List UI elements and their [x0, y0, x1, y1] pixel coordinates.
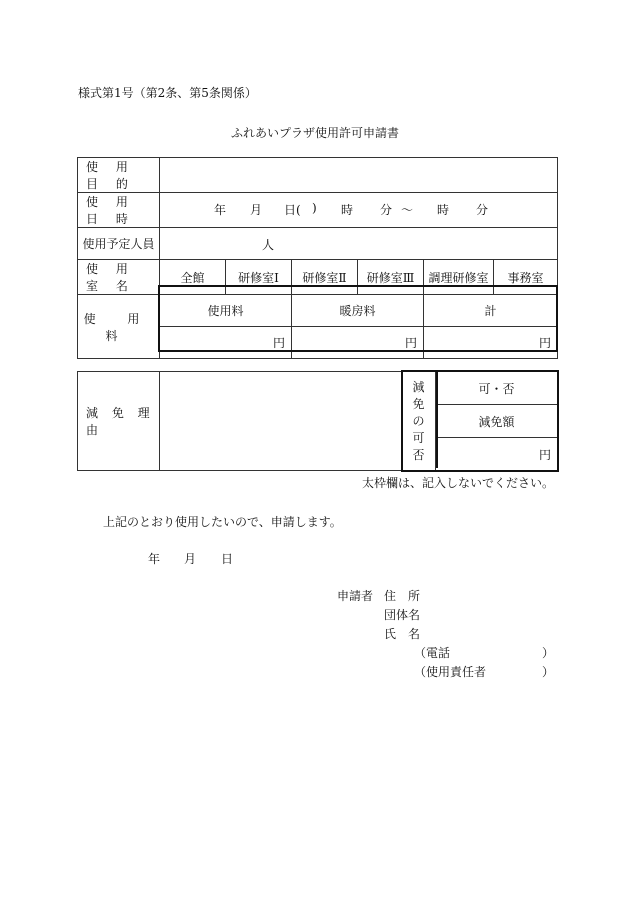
datetime-year: 年: [214, 203, 227, 217]
approval-label-vertical: [402, 379, 435, 464]
fee-heating-field[interactable]: 円: [292, 327, 424, 359]
fee-header-row: [78, 295, 558, 327]
applicant-address-label: 住 所: [384, 589, 421, 603]
room-option-training-3[interactable]: 研修室Ⅲ: [358, 260, 424, 295]
approval-char-4: 可: [412, 430, 425, 445]
room-option-training-2[interactable]: 研修室Ⅱ: [292, 260, 358, 295]
fee-usage-field[interactable]: 円: [160, 327, 292, 359]
datetime-minute-start: 分: [380, 203, 393, 217]
datetime-minute-end: 分: [476, 203, 489, 217]
applicant-name-label: 氏 名: [384, 627, 421, 641]
datetime-hour-start: 時: [341, 203, 354, 217]
approval-value[interactable]: 可・否: [436, 372, 558, 405]
fee-header-usage: 使用料: [160, 295, 292, 327]
applicant-phone-close: ）: [542, 646, 555, 660]
reduction-table: [77, 371, 558, 471]
people-unit: 人: [262, 238, 275, 252]
datetime-month: 月: [250, 203, 263, 217]
applicant-label: 申請者: [337, 589, 374, 603]
purpose-field[interactable]: [160, 158, 558, 193]
applicant-manager-label: （使用責任者: [414, 665, 487, 679]
people-row: [78, 228, 558, 260]
approval-label: [402, 372, 436, 471]
application-table: [77, 157, 558, 359]
approval-char-3: の: [412, 413, 425, 428]
fee-header-heating: 暖房料: [292, 295, 424, 327]
datetime-hour-end: 時: [437, 203, 450, 217]
reduction-amount-label: 減免額: [436, 405, 558, 438]
room-label: 使 用 室 名: [78, 260, 160, 295]
room-option-all[interactable]: 全館: [160, 260, 226, 295]
approval-char-5: 否: [412, 447, 425, 462]
applicant-manager-close: ）: [542, 665, 555, 679]
room-option-office[interactable]: 事務室: [494, 260, 558, 295]
people-label: 使用予定人員: [78, 228, 160, 260]
fee-total-field[interactable]: 円: [424, 327, 558, 359]
people-field[interactable]: [160, 228, 558, 260]
application-statement: 上記のとおり使用したいので、申請します。: [103, 515, 342, 529]
page-title: ふれあいプラザ使用許可申請書: [231, 126, 400, 140]
reduction-reason-text: 減 免 理 由: [86, 406, 155, 437]
approval-char-1: 減: [412, 379, 425, 394]
office-use-note: 太枠欄は、記入しないでください。: [362, 476, 555, 490]
fee-label-text: 使 用 料: [83, 311, 154, 343]
fee-header-total: 計: [424, 295, 558, 327]
applicant-group-label: 団体名: [384, 608, 421, 622]
datetime-row: [78, 193, 558, 228]
datetime-field[interactable]: [160, 193, 558, 228]
reduction-reason-field[interactable]: [160, 372, 402, 471]
reduction-reason-label: [78, 372, 160, 471]
room-option-cooking[interactable]: 調理研修室: [424, 260, 494, 295]
reduction-amount-field[interactable]: 円: [436, 438, 558, 471]
date-month: 月: [184, 552, 197, 566]
room-option-training-1[interactable]: 研修室Ⅰ: [226, 260, 292, 295]
date-year: 年: [148, 552, 161, 566]
datetime-paren-close: ): [312, 201, 317, 215]
datetime-label: 使 用 日 時: [78, 193, 160, 228]
approval-char-2: 免: [412, 396, 425, 411]
form-number: 様式第1号（第2条、第5条関係）: [78, 86, 257, 100]
purpose-label: 使 用 目 的: [78, 158, 160, 193]
datetime-day: 日(: [284, 203, 301, 217]
datetime-tilde: ～: [401, 203, 414, 217]
applicant-phone-label: （電話: [414, 646, 451, 660]
room-row: [78, 260, 558, 295]
purpose-row: [78, 158, 558, 193]
fee-label: [78, 295, 160, 359]
date-day: 日: [221, 552, 234, 566]
